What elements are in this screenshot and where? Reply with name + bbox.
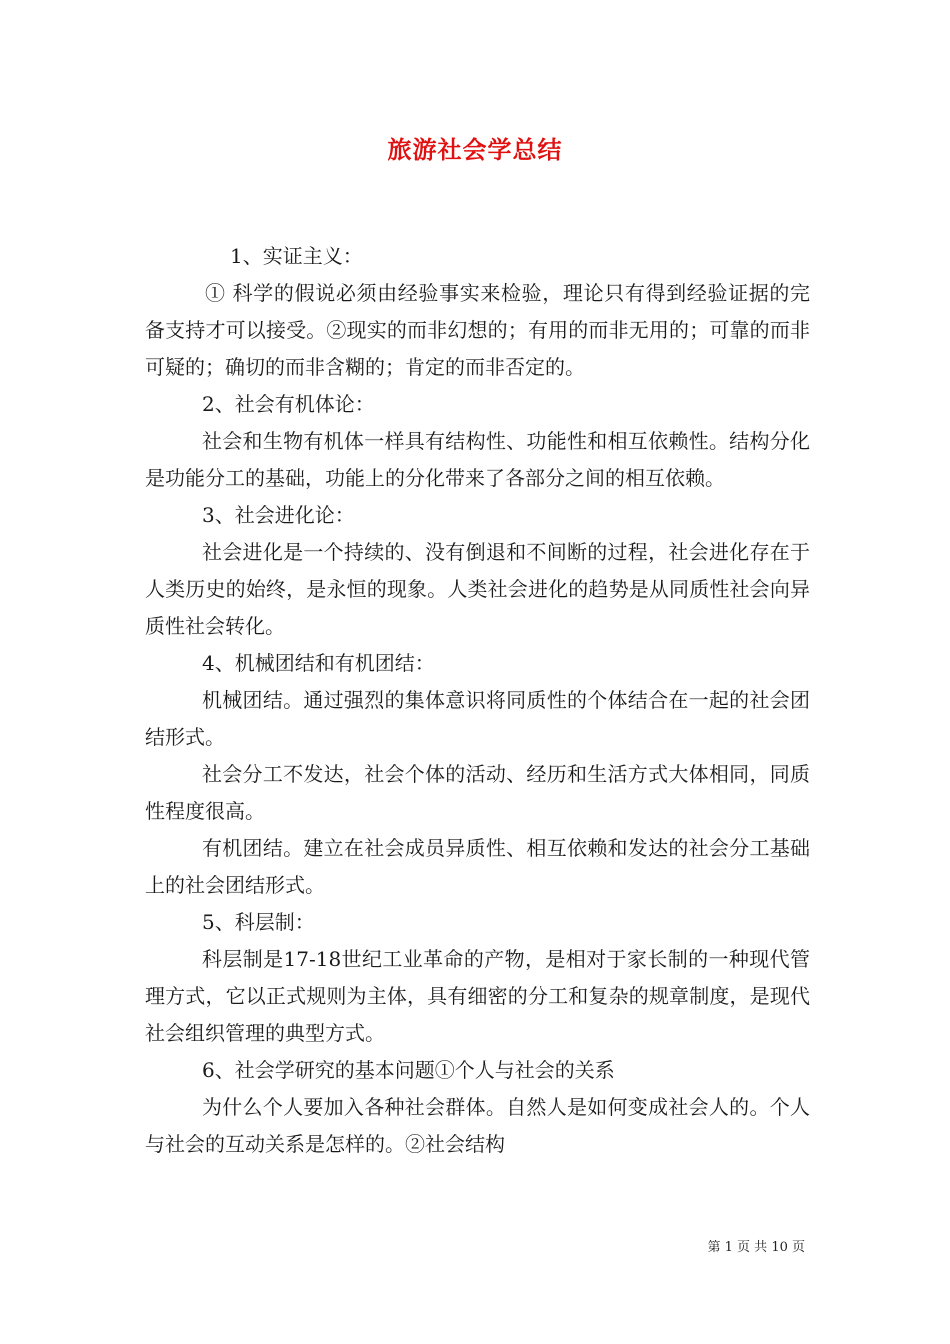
paragraph-social-organism: 社会和生物有机体一样具有结构性、功能性和相互依赖性。结构分化是功能分工的基础，功能上的分化带来了各部分之间的相互依赖。 <box>145 429 810 490</box>
heading-bureaucracy: 5、科层制： <box>202 910 315 934</box>
paragraph-division-of-labor: 社会分工不发达，社会个体的活动、经历和生活方式大体相同，同质性程度很高。 <box>145 762 810 823</box>
paragraph-basic-problems: 为什么个人要加入各种社会群体。自然人是如何变成社会人的。个人与社会的互动关系是怎样的。②社会结构 <box>145 1095 810 1156</box>
heading-positivism: 1、实证主义： <box>230 244 363 268</box>
paragraph-social-evolution: 社会进化是一个持续的、没有倒退和不间断的过程，社会进化存在于人类历史的始终，是永恒的现象。人类社会进化的趋势是从同质性社会向异质性社会转化。 <box>145 540 810 638</box>
paragraph-bureaucracy: 科层制是17-18世纪工业革命的产物，是相对于家长制的一种现代管理方式，它以正式规则为主体，具有细密的分工和复杂的规章制度，是现代社会组织管理的典型方式。 <box>145 947 810 1045</box>
heading-social-evolution: 3、社会进化论： <box>202 503 355 527</box>
page-number: 第 1 页 共 10 页 <box>707 1240 805 1255</box>
heading-solidarity: 4、机械团结和有机团结： <box>202 651 435 675</box>
paragraph-organic-solidarity: 有机团结。建立在社会成员异质性、相互依赖和发达的社会分工基础上的社会团结形式。 <box>145 836 810 897</box>
heading-social-organism: 2、社会有机体论： <box>202 392 375 416</box>
paragraph-positivism: ① 科学的假说必须由经验事实来检验，理论只有得到经验证据的完备支持才可以接受。②现实的而非幻想的；有用的而非无用的；可靠的而非可疑的；确切的而非含糊的；肯定的而非否定的。 <box>145 281 810 379</box>
document-title: 旅游社会学总结 <box>387 135 563 164</box>
document-body <box>145 238 810 1163</box>
heading-basic-problems: 6、社会学研究的基本问题①个人与社会的关系 <box>202 1058 615 1082</box>
paragraph-mechanical-solidarity: 机械团结。通过强烈的集体意识将同质性的个体结合在一起的社会团结形式。 <box>145 688 810 749</box>
